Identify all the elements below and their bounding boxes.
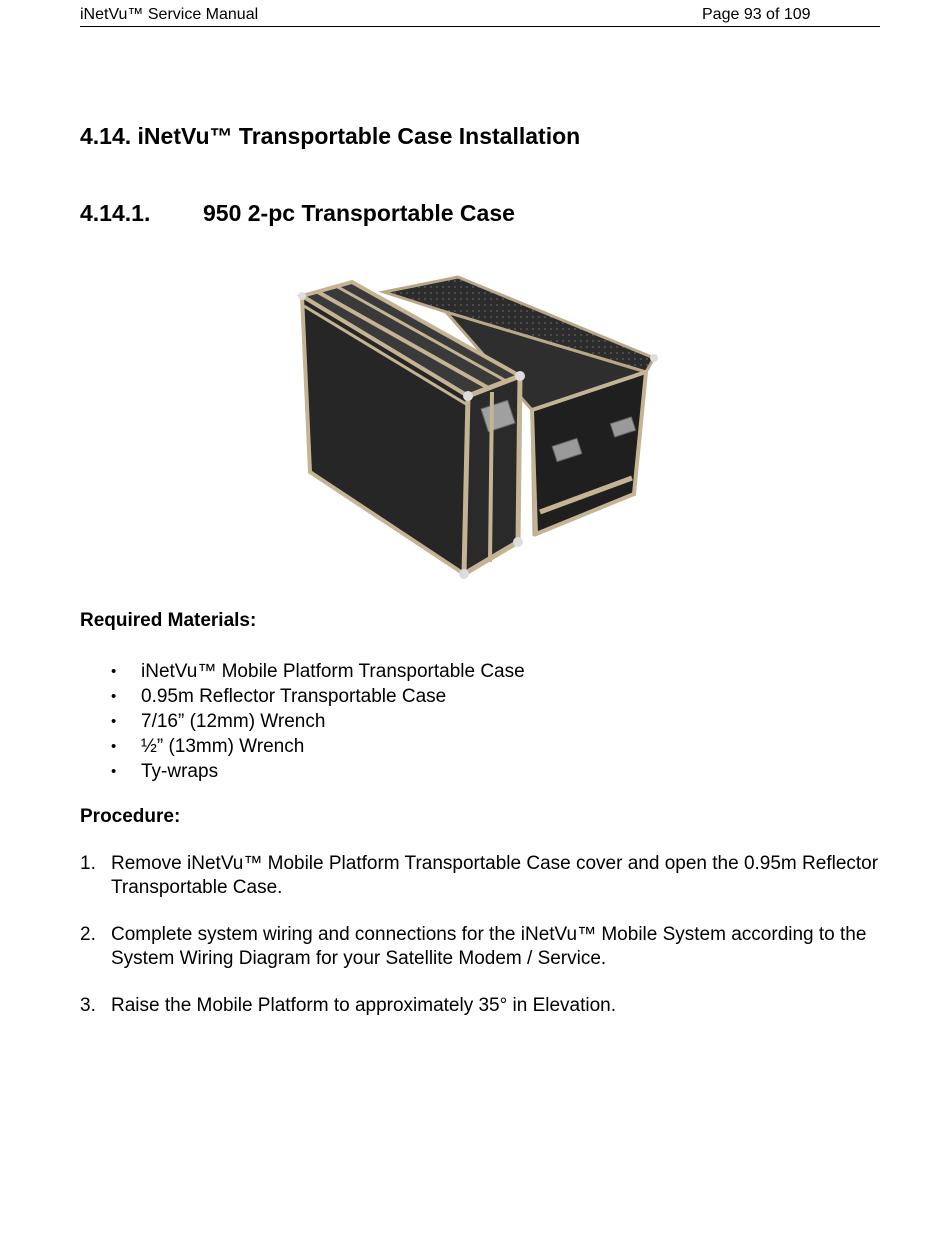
list-item: • ½” (13mm) Wrench bbox=[111, 736, 305, 757]
page-number: Page 93 of 109 bbox=[702, 6, 811, 23]
subsection-title: 950 2-pc Transportable Case bbox=[203, 200, 515, 226]
bullet: • bbox=[111, 663, 117, 680]
step-text: Raise the Mobile Platform to approximately 35° in Elevation. bbox=[111, 995, 617, 1016]
list-item: • Ty-wraps bbox=[111, 761, 219, 782]
procedure-step bbox=[80, 852, 880, 899]
procedure-step bbox=[80, 994, 880, 1018]
subsection-heading bbox=[80, 200, 515, 227]
list-item: • iNetVu™ Mobile Platform Transportable Case bbox=[111, 661, 525, 682]
materials-list bbox=[80, 659, 860, 784]
step-number: 1. bbox=[80, 853, 96, 874]
procedure-steps bbox=[80, 852, 880, 1042]
step-number: 2. bbox=[80, 924, 96, 945]
bullet: • bbox=[111, 763, 117, 780]
list-item: • 0.95m Reflector Transportable Case bbox=[111, 686, 447, 707]
section-heading: 4.14. iNetVu™ Transportable Case Installation bbox=[80, 123, 581, 149]
bullet: • bbox=[111, 738, 117, 755]
subsection-number: 4.14.1. bbox=[80, 200, 151, 226]
materials-heading: Required Materials: bbox=[80, 610, 257, 631]
procedure-step bbox=[80, 923, 880, 970]
list-item: • 7/16” (12mm) Wrench bbox=[111, 711, 326, 732]
page-header bbox=[80, 4, 880, 27]
bullet: • bbox=[111, 713, 117, 730]
step-text: Complete system wiring and connections for the iNetVu™ Mobile System according to the System Wiring Diagram for your Satellite Modem / Service. bbox=[111, 924, 867, 969]
document-title: iNetVu™ Service Manual bbox=[80, 6, 259, 23]
step-text: Remove iNetVu™ Mobile Platform Transportable Case cover and open the 0.95m Reflector Transportable Case. bbox=[111, 853, 879, 898]
transportable-cases-photo bbox=[296, 272, 662, 582]
step-number: 3. bbox=[80, 995, 96, 1016]
procedure-heading: Procedure: bbox=[80, 806, 181, 827]
bullet: • bbox=[111, 688, 117, 705]
